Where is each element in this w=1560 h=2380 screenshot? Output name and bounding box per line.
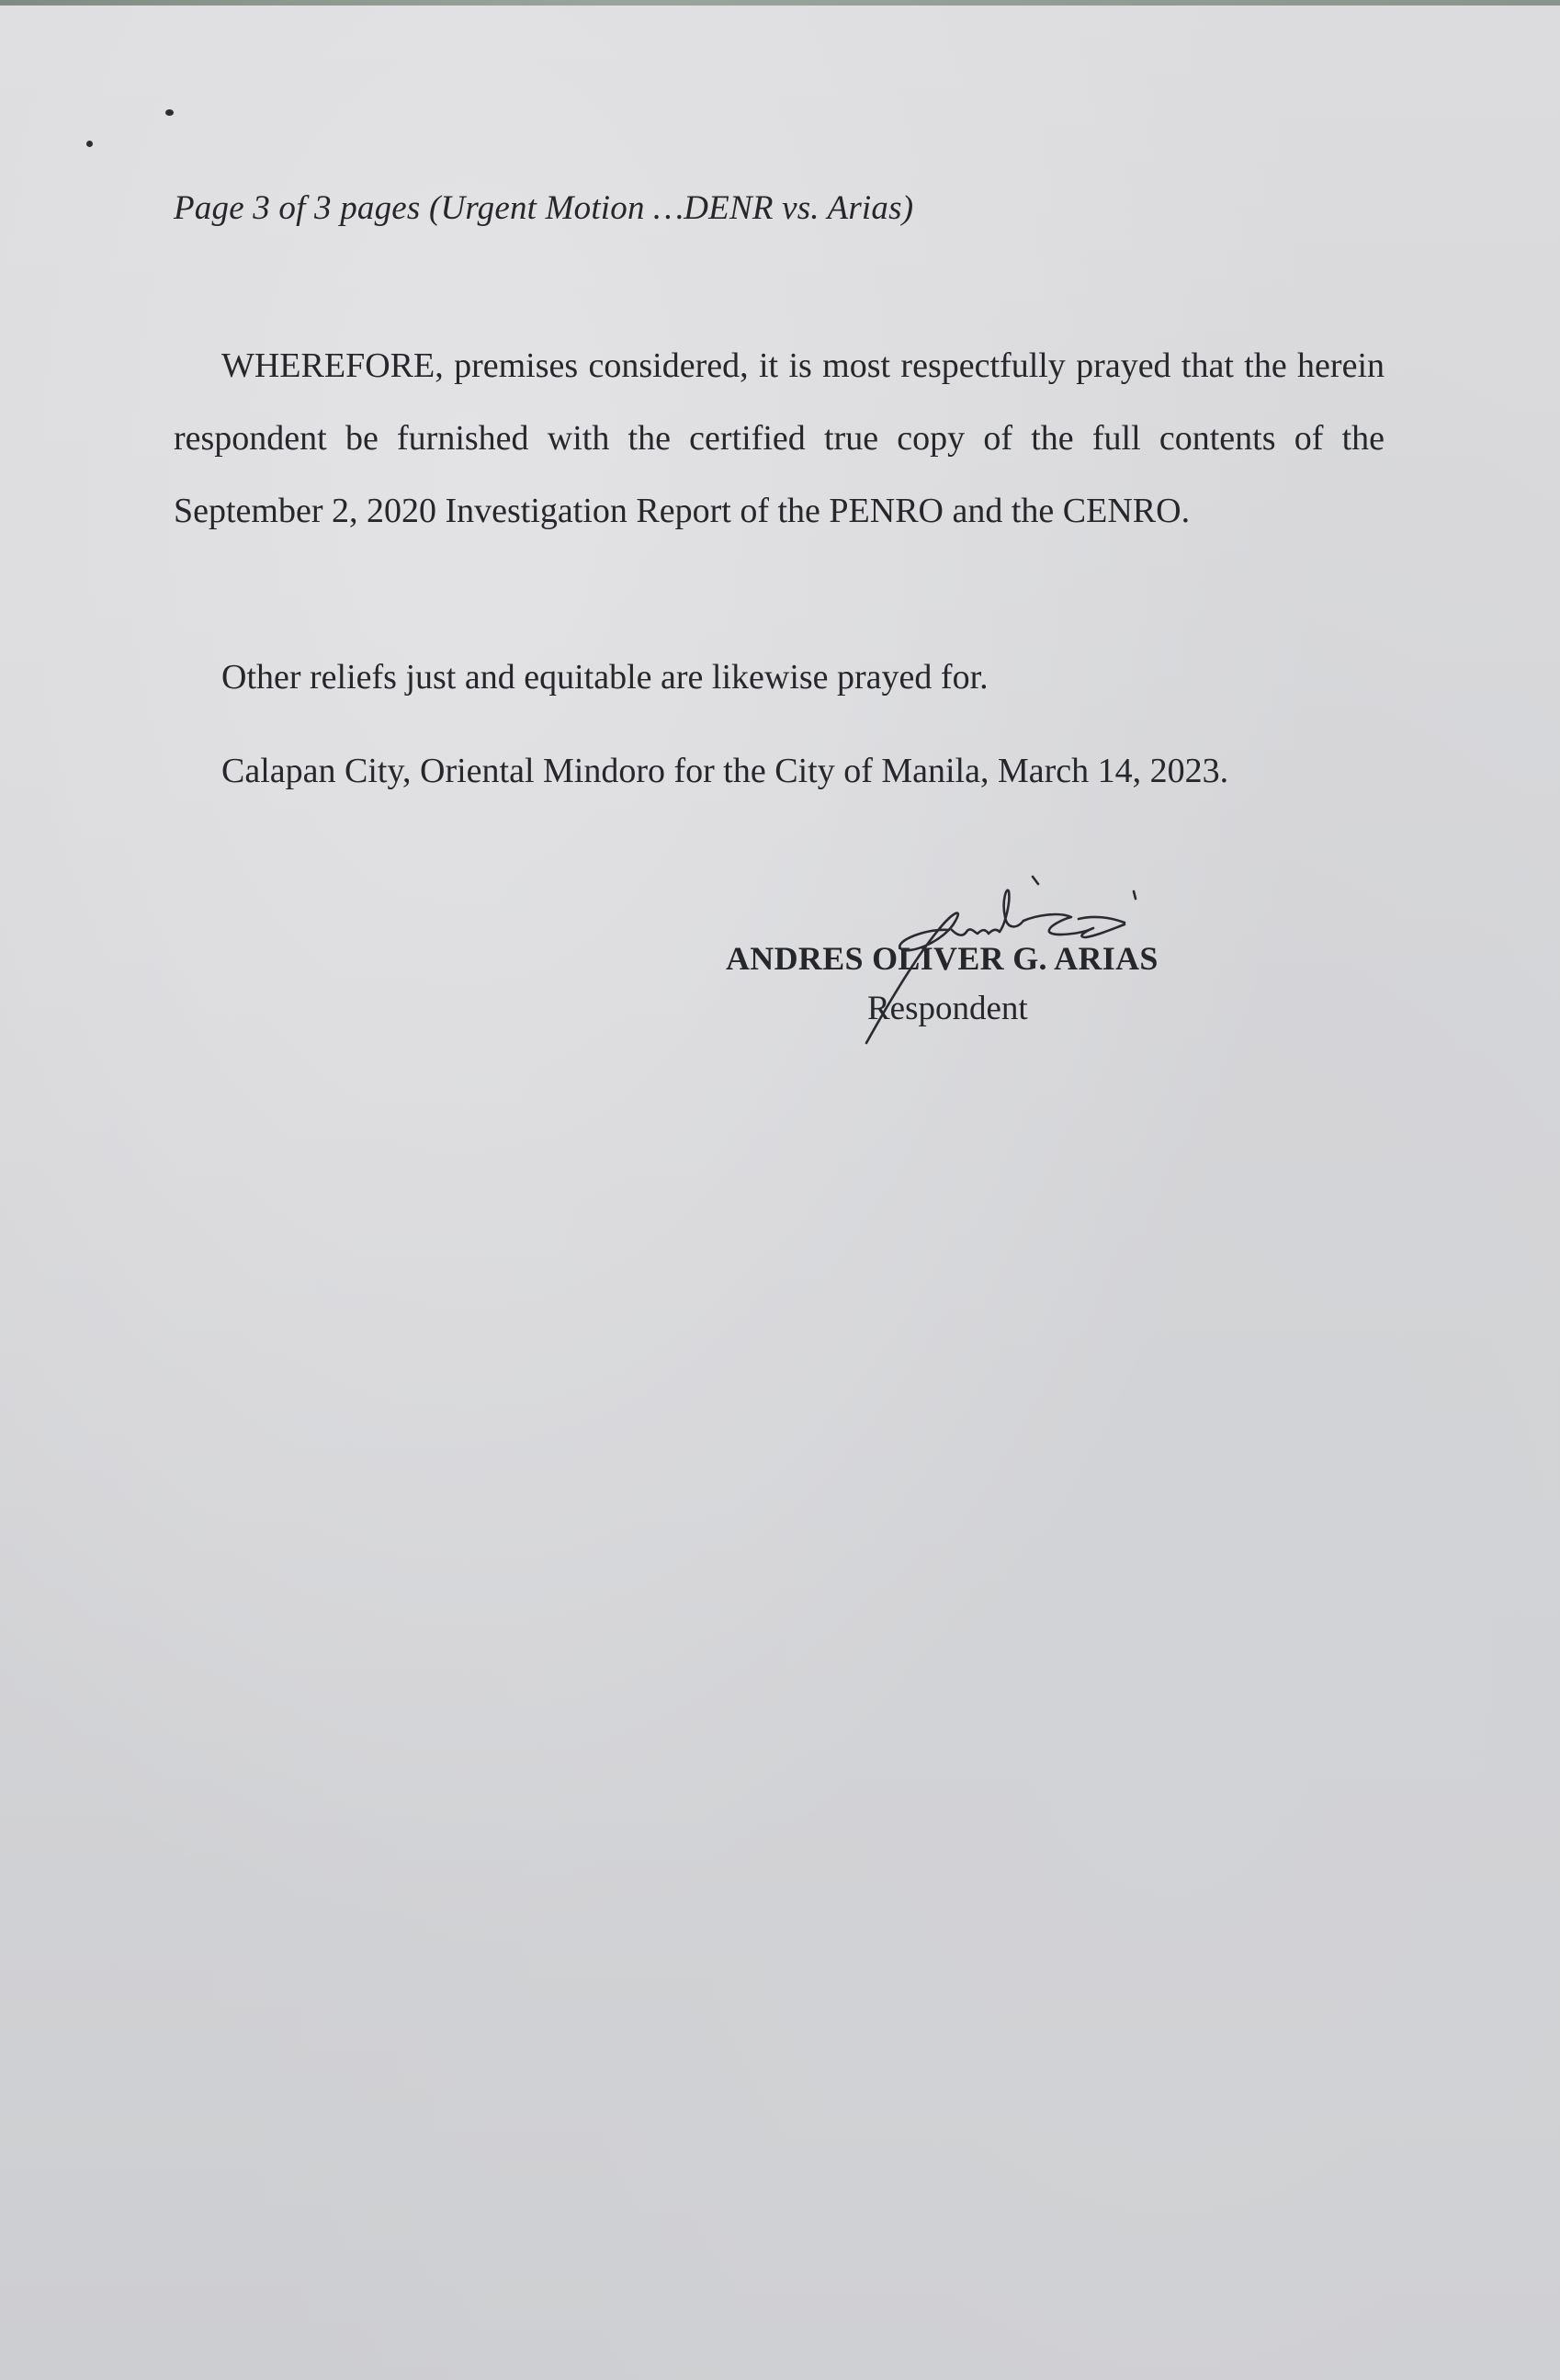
page-header: Page 3 of 3 pages (Urgent Motion …DENR vs. Arias) [174,189,914,227]
ink-speck [165,109,174,116]
signatory-title: Respondent [867,990,1028,1027]
page-top-edge [0,0,1560,6]
signature-block [724,864,1238,1048]
handwritten-signature [853,864,1202,1048]
signatory-name: ANDRES OLIVER G. ARIAS [726,940,1159,977]
ink-speck [86,141,93,147]
reliefs-paragraph: Other reliefs just and equitable are likewise prayed for. [221,658,989,697]
prayer-paragraph: WHEREFORE, premises considered, it is most respectfully prayed that the herein respondent be furnished with the certified true copy of the full contents of the September 2, 2020 Investigation Report of the PENRO and the CENRO. [174,346,1385,530]
place-date-paragraph: Calapan City, Oriental Mindoro for the City of Manila, March 14, 2023. [221,752,1229,790]
